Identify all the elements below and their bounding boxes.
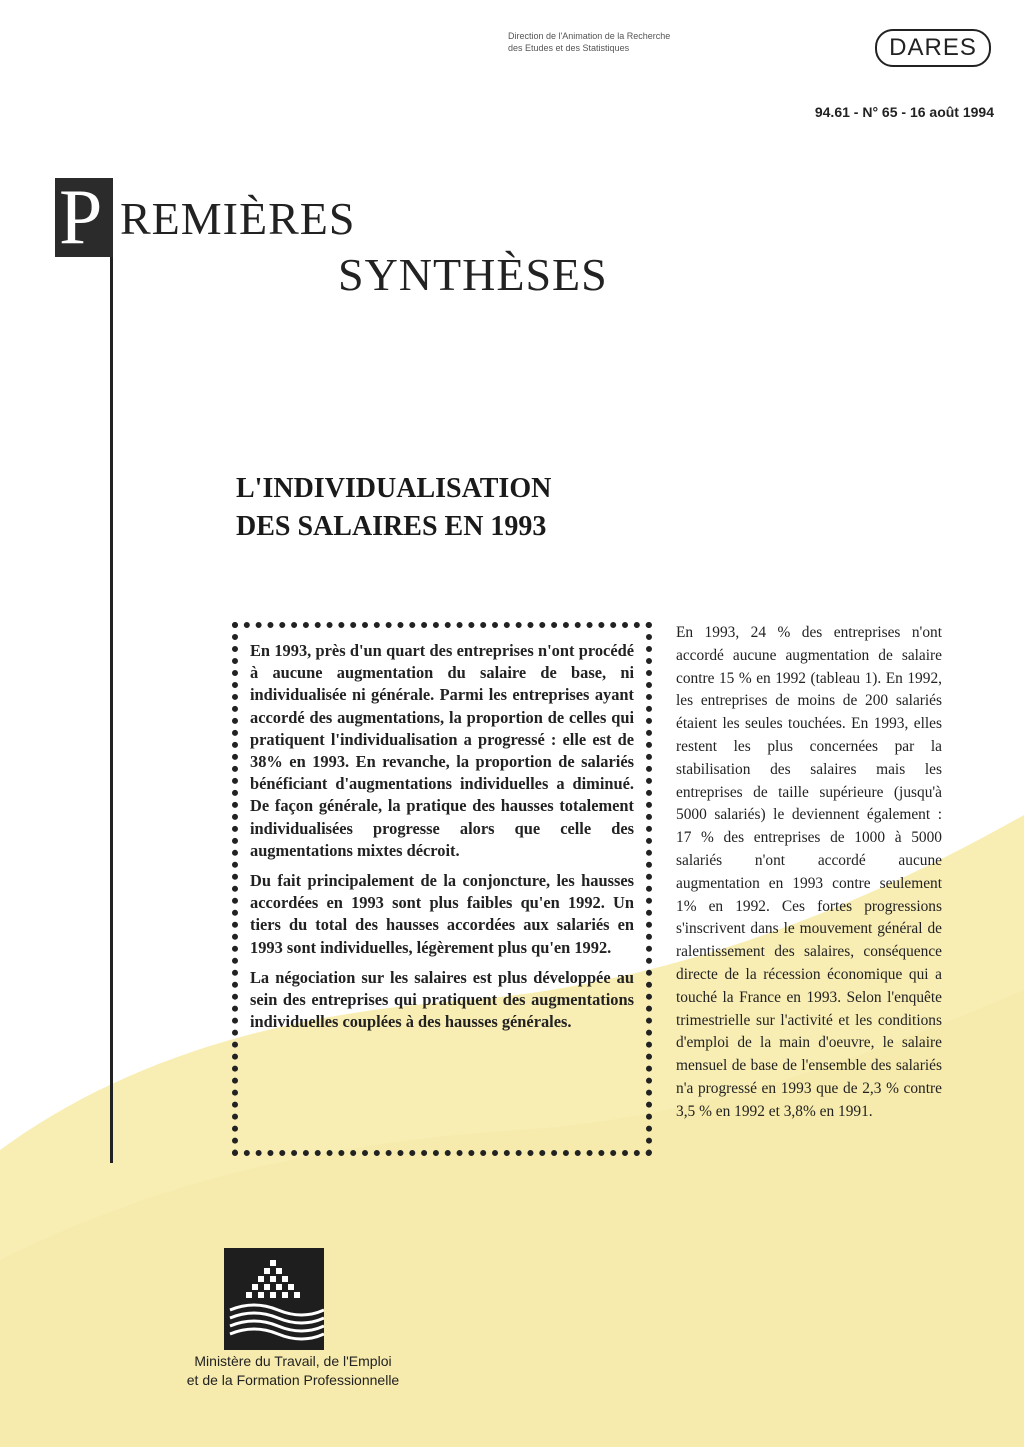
organization-name-line2: des Etudes et des Statistiques bbox=[508, 43, 630, 53]
dares-badge: DARES bbox=[875, 29, 991, 67]
summary-paragraph-2: Du fait principalement de la conjoncture, les hausses accordées en 1993 sont plus faibles qu'en 1992. Un tiers du total des hausses accordées aux salariés en 1993 sont individuelles, légèrement plus qu'en 1992. bbox=[250, 871, 634, 957]
issue-number: 94.61 - N° 65 - 16 août 1994 bbox=[814, 104, 994, 120]
organization-name-line1: Direction de l'Animation de la Recherche bbox=[508, 31, 671, 41]
body-paragraph: En 1993, 24 % des entreprises n'ont accordé aucune augmentation de salaire contre 15 % en 1992 (tableau 1). En 1992, les entreprises de moins de 200 salariés étaient les seules touchées. En 1993, elles restent les plus concernées par la stabilisation des salaires mais les entreprises de taille supérieure (jusqu'à 5000 salariés) le deviennent également : 17 % des entreprises de 1000 à 5000 salariés n'ont accordé aucune augmentation en 1993 contre seulement 1% en 1992. Ces fortes progressions s'inscrivent dans le mouvement général de ralentissement des salaires, conséquence directe de la récession économique qui a touché la France en 1993. Selon l'enquête trimestrielle sur l'activité et les conditions d'emploi de la main d'oeuvre, le salaire mensuel de base de l'ensemble des salariés n'a progressé en 1993 que de 2,3 % contre 3,5 % en 1992 et 3,8% en 1991. bbox=[676, 624, 942, 1120]
ministry-name-line1: Ministère du Travail, de l'Emploi bbox=[194, 1353, 392, 1369]
summary-paragraph-3: La négociation sur les salaires est plus développée au sein des entreprises qui pratiquent des augmentations individuelles couplées à des hausses générales. bbox=[250, 967, 634, 1032]
body-column bbox=[676, 622, 942, 1124]
masthead-vertical-rule bbox=[110, 178, 113, 1163]
masthead-line2: SYNTHÈSES bbox=[338, 249, 608, 300]
masthead-initial-block bbox=[55, 178, 113, 257]
article-title-line2: DES SALAIRES EN 1993 bbox=[236, 511, 547, 542]
organization-name bbox=[508, 30, 768, 54]
article-title-line1: L'INDIVIDUALISATION bbox=[236, 473, 552, 504]
ministry-name-line2: et de la Formation Professionnelle bbox=[186, 1372, 400, 1388]
ministry-name bbox=[143, 1352, 443, 1390]
masthead-line1: REMIÈRES bbox=[120, 193, 356, 244]
masthead-initial: P bbox=[59, 178, 103, 257]
article-title bbox=[236, 470, 656, 546]
summary-box bbox=[232, 622, 652, 1156]
summary-paragraph-1: En 1993, près d'un quart des entreprises n'ont procédé à aucune augmentation du salaire de base, ni individualisée ni générale. Parmi les entreprises ayant accordé des augmentations, la proportion de celles qui pratiquent l'individualisation a progressé : elle est de 38% en 1993. En revanche, la proportion de salariés bénéficiant d'augmentations individuelles a diminué. De façon générale, la pratique des hausses totalement individualisées progresse alors que celle des augmentations mixtes décroit. bbox=[250, 641, 634, 860]
ministry-logo-icon bbox=[224, 1248, 324, 1350]
